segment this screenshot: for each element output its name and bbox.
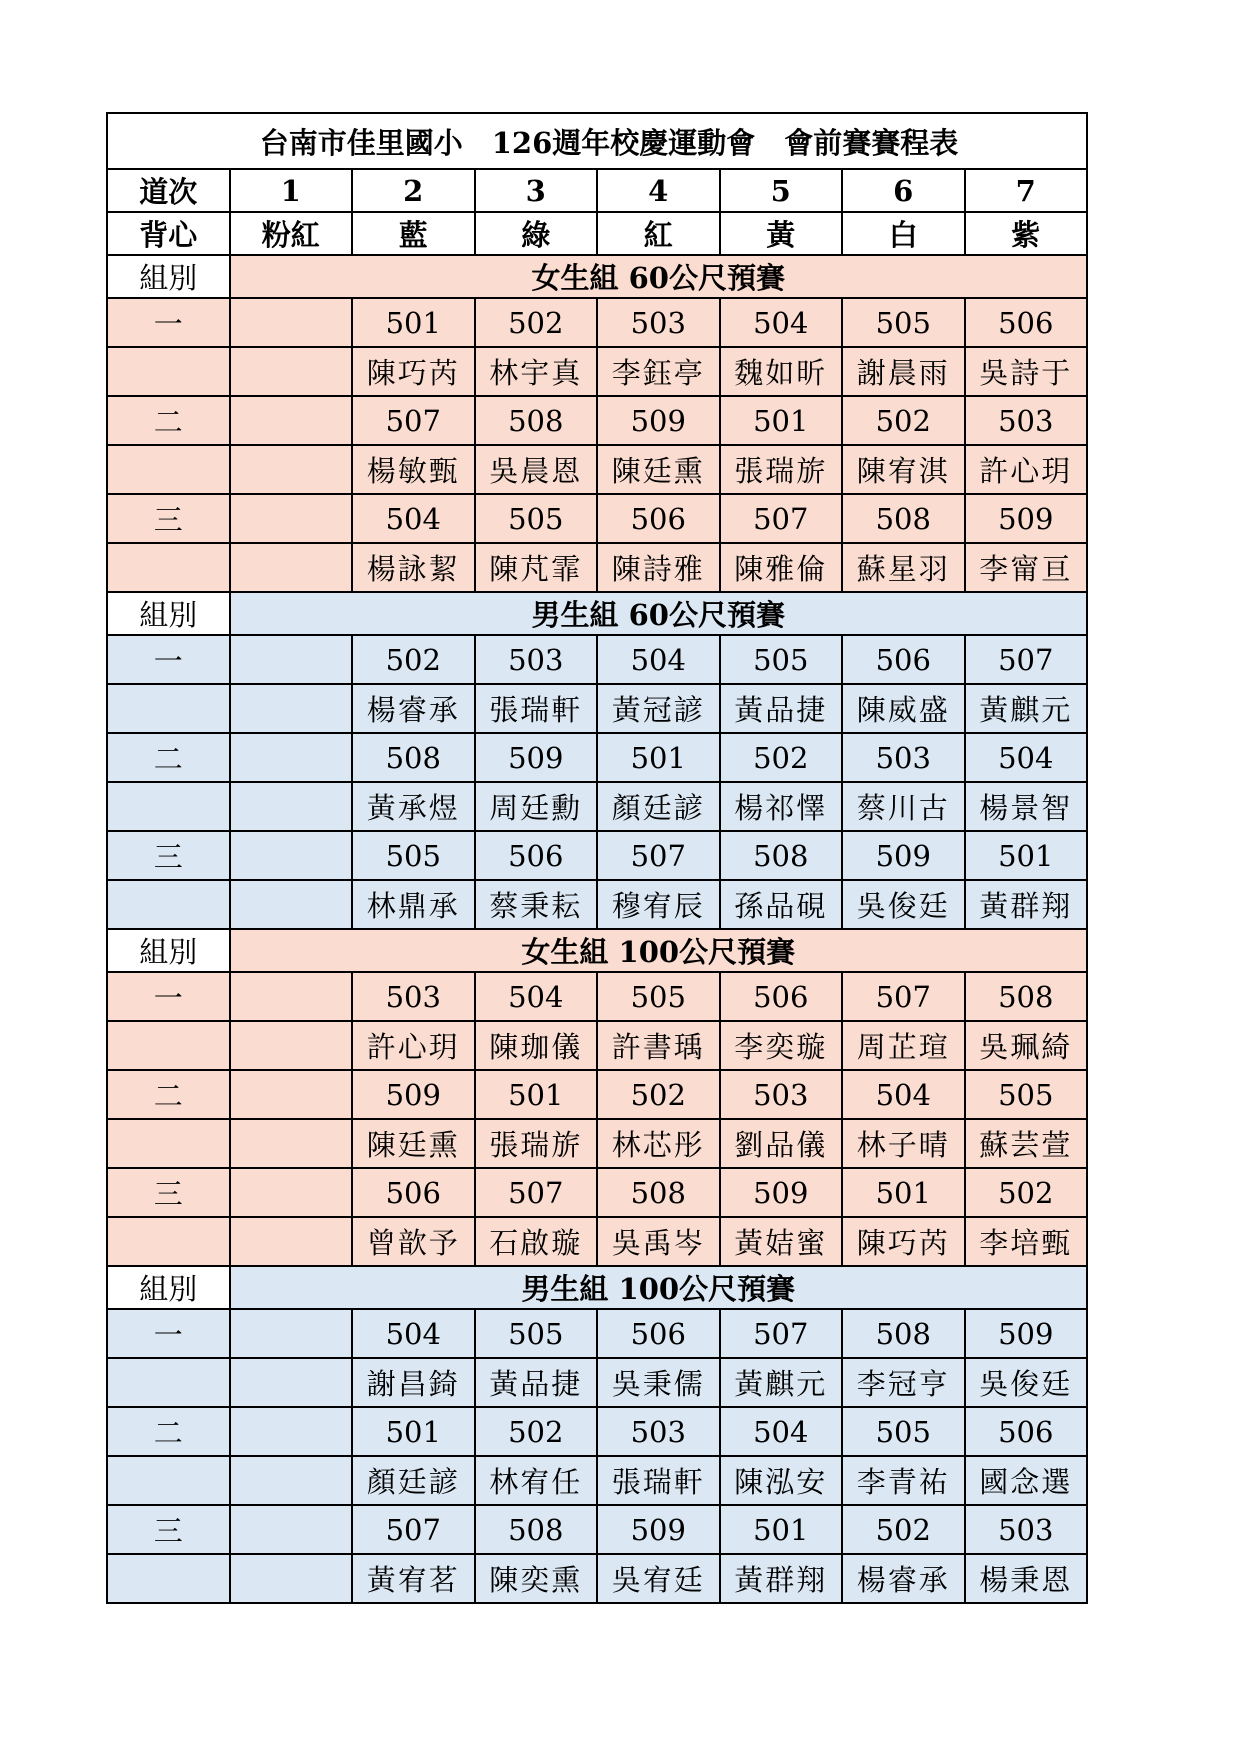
athlete-name: 楊睿承 — [842, 1554, 965, 1603]
heat-class-row — [107, 831, 1087, 880]
class-cell: 509 — [842, 831, 965, 880]
athlete-name: 陳威盛 — [842, 684, 965, 733]
bib-color: 紅 — [597, 212, 720, 255]
athlete-name: 吳俊廷 — [842, 880, 965, 929]
athlete-name — [230, 1217, 353, 1266]
athlete-name: 林芯彤 — [597, 1119, 720, 1168]
athlete-name: 黃品捷 — [720, 684, 843, 733]
class-cell: 506 — [475, 831, 598, 880]
class-cell: 508 — [597, 1168, 720, 1217]
lane-number: 1 — [230, 169, 353, 212]
class-cell — [230, 1168, 353, 1217]
heat-class-row — [107, 1407, 1087, 1456]
class-cell: 504 — [842, 1070, 965, 1119]
athlete-name: 國念選 — [965, 1456, 1088, 1505]
heat-name-row — [107, 1554, 1087, 1603]
athlete-name: 孫品硯 — [720, 880, 843, 929]
heat-class-row — [107, 1505, 1087, 1554]
class-cell: 503 — [597, 298, 720, 347]
class-cell: 501 — [352, 1407, 475, 1456]
class-cell: 504 — [475, 972, 598, 1021]
class-cell: 505 — [720, 635, 843, 684]
section-header-row — [107, 929, 1087, 972]
heat-class-row — [107, 494, 1087, 543]
athlete-name: 楊祁懌 — [720, 782, 843, 831]
athlete-name — [230, 684, 353, 733]
athlete-name: 林子晴 — [842, 1119, 965, 1168]
heat-label: 一 — [107, 1309, 230, 1358]
heat-label: 三 — [107, 1505, 230, 1554]
athlete-name: 吳禹岑 — [597, 1217, 720, 1266]
lane-number: 5 — [720, 169, 843, 212]
class-cell: 509 — [965, 494, 1088, 543]
athlete-name: 陳宥淇 — [842, 445, 965, 494]
heat-name-row — [107, 684, 1087, 733]
athlete-name: 張瑞旂 — [720, 445, 843, 494]
class-cell: 505 — [842, 298, 965, 347]
section-title: 男生組 60公尺預賽 — [230, 592, 1088, 635]
athlete-name: 張瑞軒 — [597, 1456, 720, 1505]
lane-number: 7 — [965, 169, 1088, 212]
athlete-name: 陳奕熏 — [475, 1554, 598, 1603]
class-cell: 509 — [352, 1070, 475, 1119]
athlete-name: 李培甄 — [965, 1217, 1088, 1266]
bib-color: 黃 — [720, 212, 843, 255]
lane-number: 2 — [352, 169, 475, 212]
athlete-name: 陳巧芮 — [352, 347, 475, 396]
class-cell: 507 — [842, 972, 965, 1021]
class-cell: 501 — [720, 1505, 843, 1554]
heat-label: 一 — [107, 298, 230, 347]
athlete-name: 謝昌錡 — [352, 1358, 475, 1407]
class-cell: 503 — [352, 972, 475, 1021]
athlete-name: 陳泓安 — [720, 1456, 843, 1505]
heat-name-row — [107, 880, 1087, 929]
athlete-name: 許心玥 — [352, 1021, 475, 1070]
athlete-name — [230, 1456, 353, 1505]
group-label: 組別 — [107, 929, 230, 972]
athlete-name — [230, 1554, 353, 1603]
group-label: 組別 — [107, 592, 230, 635]
heat-name-row — [107, 1456, 1087, 1505]
athlete-name: 李甯亘 — [965, 543, 1088, 592]
class-cell: 502 — [475, 1407, 598, 1456]
class-cell: 506 — [720, 972, 843, 1021]
class-cell: 507 — [597, 831, 720, 880]
heat-name-row — [107, 1021, 1087, 1070]
athlete-name: 陳珈儀 — [475, 1021, 598, 1070]
class-cell — [230, 1505, 353, 1554]
athlete-name: 吳宥廷 — [597, 1554, 720, 1603]
heat-label-blank — [107, 684, 230, 733]
athlete-name: 陳廷熏 — [352, 1119, 475, 1168]
heat-name-row — [107, 1119, 1087, 1168]
athlete-name: 陳芃霏 — [475, 543, 598, 592]
class-cell: 505 — [352, 831, 475, 880]
class-cell — [230, 635, 353, 684]
heat-class-row — [107, 972, 1087, 1021]
heat-name-row — [107, 347, 1087, 396]
heat-name-row — [107, 1217, 1087, 1266]
section-title: 男生組 100公尺預賽 — [230, 1266, 1088, 1309]
heat-label-blank — [107, 1358, 230, 1407]
athlete-name: 張瑞旂 — [475, 1119, 598, 1168]
athlete-name: 吳秉儒 — [597, 1358, 720, 1407]
athlete-name: 曾歆予 — [352, 1217, 475, 1266]
athlete-name: 黃冠諺 — [597, 684, 720, 733]
class-cell: 503 — [475, 635, 598, 684]
class-cell: 502 — [475, 298, 598, 347]
heat-label: 三 — [107, 831, 230, 880]
class-cell: 507 — [352, 1505, 475, 1554]
class-cell — [230, 1070, 353, 1119]
heat-label-blank — [107, 445, 230, 494]
class-cell: 505 — [965, 1070, 1088, 1119]
class-cell: 508 — [965, 972, 1088, 1021]
athlete-name: 林宇真 — [475, 347, 598, 396]
class-cell: 507 — [720, 1309, 843, 1358]
class-cell: 507 — [965, 635, 1088, 684]
heat-label-blank — [107, 1554, 230, 1603]
class-cell: 509 — [720, 1168, 843, 1217]
heat-label: 二 — [107, 1070, 230, 1119]
heat-name-row — [107, 445, 1087, 494]
heat-class-row — [107, 1070, 1087, 1119]
class-cell — [230, 1407, 353, 1456]
class-cell: 509 — [965, 1309, 1088, 1358]
heat-class-row — [107, 1309, 1087, 1358]
bib-color: 紫 — [965, 212, 1088, 255]
class-cell: 506 — [842, 635, 965, 684]
heat-label-blank — [107, 1021, 230, 1070]
athlete-name: 黃承煜 — [352, 782, 475, 831]
heat-name-row — [107, 1358, 1087, 1407]
athlete-name — [230, 782, 353, 831]
athlete-name: 黃群翔 — [720, 1554, 843, 1603]
athlete-name — [230, 1358, 353, 1407]
section-header-row — [107, 592, 1087, 635]
athlete-name: 黃麒元 — [965, 684, 1088, 733]
athlete-name: 周芷瑄 — [842, 1021, 965, 1070]
class-cell: 502 — [720, 733, 843, 782]
athlete-name: 陳巧芮 — [842, 1217, 965, 1266]
athlete-name: 黃姞蜜 — [720, 1217, 843, 1266]
athlete-name: 張瑞軒 — [475, 684, 598, 733]
athlete-name: 蘇星羽 — [842, 543, 965, 592]
athlete-name: 吳晨恩 — [475, 445, 598, 494]
section-header-row — [107, 1266, 1087, 1309]
class-cell: 507 — [720, 494, 843, 543]
athlete-name: 顏廷諺 — [352, 1456, 475, 1505]
lane-row — [107, 169, 1087, 212]
athlete-name — [230, 445, 353, 494]
class-cell: 505 — [475, 494, 598, 543]
class-cell: 503 — [597, 1407, 720, 1456]
class-cell: 501 — [965, 831, 1088, 880]
athlete-name — [230, 347, 353, 396]
schedule-body — [107, 113, 1087, 1603]
lane-number: 4 — [597, 169, 720, 212]
class-cell: 501 — [842, 1168, 965, 1217]
athlete-name: 顏廷諺 — [597, 782, 720, 831]
class-cell — [230, 494, 353, 543]
class-cell: 508 — [842, 1309, 965, 1358]
heat-label: 三 — [107, 1168, 230, 1217]
class-cell: 504 — [720, 298, 843, 347]
class-cell: 509 — [597, 396, 720, 445]
class-cell: 502 — [597, 1070, 720, 1119]
class-cell: 502 — [965, 1168, 1088, 1217]
class-cell — [230, 831, 353, 880]
class-cell: 505 — [475, 1309, 598, 1358]
athlete-name — [230, 1021, 353, 1070]
section-title: 女生組 100公尺預賽 — [230, 929, 1088, 972]
class-cell: 503 — [842, 733, 965, 782]
title-row — [107, 113, 1087, 169]
heat-class-row — [107, 1168, 1087, 1217]
class-cell: 509 — [597, 1505, 720, 1554]
class-cell: 509 — [475, 733, 598, 782]
heat-class-row — [107, 298, 1087, 347]
athlete-name: 黃群翔 — [965, 880, 1088, 929]
heat-label-blank — [107, 347, 230, 396]
athlete-name: 黃麒元 — [720, 1358, 843, 1407]
class-cell: 506 — [597, 1309, 720, 1358]
class-cell: 501 — [720, 396, 843, 445]
class-cell: 506 — [352, 1168, 475, 1217]
class-cell: 501 — [597, 733, 720, 782]
class-cell: 502 — [352, 635, 475, 684]
athlete-name: 楊詠絜 — [352, 543, 475, 592]
athlete-name: 陳廷熏 — [597, 445, 720, 494]
athlete-name: 周廷勳 — [475, 782, 598, 831]
athlete-name: 謝晨雨 — [842, 347, 965, 396]
bib-row — [107, 212, 1087, 255]
lane-number: 3 — [475, 169, 598, 212]
athlete-name: 林鼎承 — [352, 880, 475, 929]
athlete-name — [230, 880, 353, 929]
athlete-name: 林宥任 — [475, 1456, 598, 1505]
heat-label: 一 — [107, 972, 230, 1021]
heat-label-blank — [107, 880, 230, 929]
athlete-name: 李青祐 — [842, 1456, 965, 1505]
athlete-name: 李鈺亭 — [597, 347, 720, 396]
heat-class-row — [107, 396, 1087, 445]
heat-name-row — [107, 782, 1087, 831]
lane-label: 道次 — [107, 169, 230, 212]
athlete-name: 黃宥茗 — [352, 1554, 475, 1603]
athlete-name: 黃品捷 — [475, 1358, 598, 1407]
athlete-name: 楊敏甄 — [352, 445, 475, 494]
bib-color: 白 — [842, 212, 965, 255]
athlete-name: 許書瑀 — [597, 1021, 720, 1070]
heat-label-blank — [107, 782, 230, 831]
heat-class-row — [107, 733, 1087, 782]
heat-label: 一 — [107, 635, 230, 684]
class-cell: 501 — [352, 298, 475, 347]
heat-name-row — [107, 543, 1087, 592]
class-cell: 505 — [842, 1407, 965, 1456]
class-cell: 502 — [842, 1505, 965, 1554]
group-label: 組別 — [107, 255, 230, 298]
class-cell: 504 — [352, 1309, 475, 1358]
heat-label-blank — [107, 1456, 230, 1505]
class-cell — [230, 298, 353, 347]
athlete-name: 李冠亨 — [842, 1358, 965, 1407]
class-cell: 503 — [965, 1505, 1088, 1554]
class-cell: 503 — [720, 1070, 843, 1119]
heat-label-blank — [107, 1217, 230, 1266]
class-cell: 504 — [965, 733, 1088, 782]
bib-color: 藍 — [352, 212, 475, 255]
section-title: 女生組 60公尺預賽 — [230, 255, 1088, 298]
athlete-name: 李奕璇 — [720, 1021, 843, 1070]
athlete-name: 魏如昕 — [720, 347, 843, 396]
bib-color: 綠 — [475, 212, 598, 255]
class-cell: 503 — [965, 396, 1088, 445]
class-cell — [230, 1309, 353, 1358]
heat-label: 二 — [107, 1407, 230, 1456]
athlete-name — [230, 543, 353, 592]
athlete-name: 蘇芸萱 — [965, 1119, 1088, 1168]
heat-label-blank — [107, 543, 230, 592]
athlete-name: 楊秉恩 — [965, 1554, 1088, 1603]
class-cell: 506 — [965, 1407, 1088, 1456]
athlete-name: 蔡秉耘 — [475, 880, 598, 929]
athlete-name: 吳俊廷 — [965, 1358, 1088, 1407]
athlete-name: 石啟璇 — [475, 1217, 598, 1266]
athlete-name: 穆宥辰 — [597, 880, 720, 929]
athlete-name: 蔡川古 — [842, 782, 965, 831]
lane-number: 6 — [842, 169, 965, 212]
class-cell: 502 — [842, 396, 965, 445]
class-cell: 505 — [597, 972, 720, 1021]
page-title: 台南市佳里國小 126週年校慶運動會 會前賽賽程表 — [107, 113, 1087, 169]
athlete-name: 吳珮綺 — [965, 1021, 1088, 1070]
schedule-table — [106, 112, 1088, 1604]
class-cell — [230, 396, 353, 445]
heat-label: 三 — [107, 494, 230, 543]
athlete-name: 許心玥 — [965, 445, 1088, 494]
class-cell: 508 — [720, 831, 843, 880]
athlete-name: 陳雅倫 — [720, 543, 843, 592]
athlete-name: 楊景智 — [965, 782, 1088, 831]
class-cell — [230, 972, 353, 1021]
athlete-name: 劉品儀 — [720, 1119, 843, 1168]
class-cell: 508 — [475, 396, 598, 445]
class-cell: 507 — [475, 1168, 598, 1217]
class-cell: 508 — [842, 494, 965, 543]
athlete-name: 陳詩雅 — [597, 543, 720, 592]
class-cell: 508 — [475, 1505, 598, 1554]
bib-label: 背心 — [107, 212, 230, 255]
class-cell — [230, 733, 353, 782]
heat-class-row — [107, 635, 1087, 684]
class-cell: 504 — [597, 635, 720, 684]
athlete-name — [230, 1119, 353, 1168]
bib-color: 粉紅 — [230, 212, 353, 255]
class-cell: 507 — [352, 396, 475, 445]
class-cell: 506 — [597, 494, 720, 543]
class-cell: 504 — [720, 1407, 843, 1456]
class-cell: 506 — [965, 298, 1088, 347]
heat-label: 二 — [107, 396, 230, 445]
heat-label-blank — [107, 1119, 230, 1168]
section-header-row — [107, 255, 1087, 298]
class-cell: 504 — [352, 494, 475, 543]
athlete-name: 吳詩于 — [965, 347, 1088, 396]
athlete-name: 楊睿承 — [352, 684, 475, 733]
class-cell: 508 — [352, 733, 475, 782]
heat-label: 二 — [107, 733, 230, 782]
group-label: 組別 — [107, 1266, 230, 1309]
class-cell: 501 — [475, 1070, 598, 1119]
